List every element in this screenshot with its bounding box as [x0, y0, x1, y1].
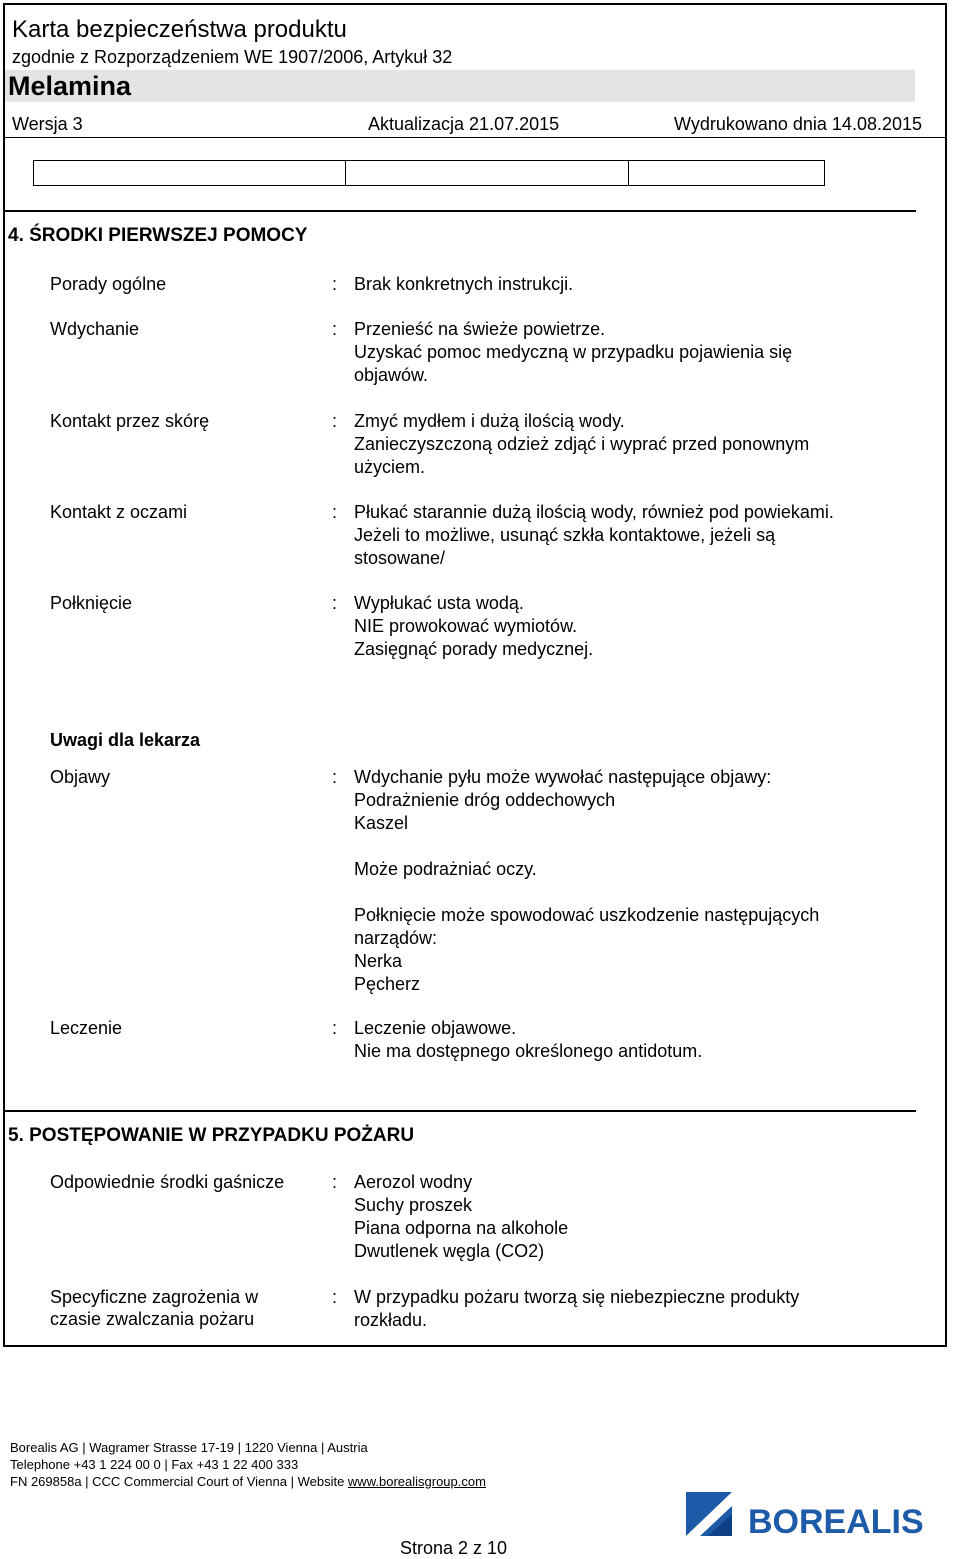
row-value-line: narządów:	[354, 928, 438, 948]
borealis-logo	[686, 1490, 956, 1538]
row-colon: :	[332, 274, 338, 294]
row-value-line: użyciem.	[354, 457, 426, 477]
row-value-line: Aerozol wodny	[354, 1172, 473, 1192]
row-value-line: Nerka	[354, 951, 403, 971]
section-5-rule	[5, 1110, 916, 1112]
row-value-line: Pęcherz	[354, 974, 421, 994]
row-value-line: Suchy proszek	[354, 1195, 473, 1215]
row-value-line: Piana odporna na alkohole	[354, 1218, 569, 1238]
row-value-line: Może podrażniać oczy.	[354, 859, 537, 879]
product-name: Melamina	[8, 71, 132, 101]
logo-wordmark: BOREALIS	[748, 1503, 924, 1538]
row-value	[354, 1017, 702, 1063]
row-label-line: Porady ogólne	[50, 274, 167, 294]
borealis-mark-icon	[686, 1492, 732, 1536]
row-label-line: Połknięcie	[50, 593, 133, 613]
row-colon: :	[332, 411, 338, 431]
section-4-rule	[5, 210, 916, 212]
row-value	[354, 273, 573, 296]
row-value-line: Przenieść na świeże powietrze.	[354, 319, 606, 339]
section-5-title: 5. POSTĘPOWANIE W PRZYPADKU POŻARU	[8, 1125, 415, 1146]
footer-registration-text: FN 269858a | CCC Commercial Court of Vienna | Website	[10, 1474, 348, 1489]
row-label	[50, 592, 132, 614]
row-value-line: Wdychanie pyłu może wywołać następujące objawy:	[354, 767, 772, 787]
row-label	[50, 1017, 122, 1039]
row-label	[50, 318, 139, 340]
row-label	[50, 273, 166, 295]
regulation-subtitle: zgodnie z Rozporządzeniem WE 1907/2006, Artykuł 32	[12, 47, 453, 67]
product-band	[5, 70, 915, 102]
row-colon: :	[332, 767, 338, 787]
row-label-line: Objawy	[50, 767, 111, 787]
row-value-line: Brak konkretnych instrukcji.	[354, 274, 574, 294]
row-value-line: Podrażnienie dróg oddechowych	[354, 790, 616, 810]
header-divider	[5, 137, 947, 138]
update-date: Aktualizacja 21.07.2015	[368, 114, 560, 134]
row-value-line: Połknięcie może spowodować uszkodzenie następujących	[354, 905, 820, 925]
row-value	[354, 1171, 568, 1263]
row-label-line: Specyficzne zagrożenia w	[50, 1287, 259, 1307]
row-label	[50, 410, 209, 432]
row-value-line: Zasięgnąć porady medycznej.	[354, 639, 594, 659]
row-colon: :	[332, 1018, 338, 1038]
row-label-line: Leczenie	[50, 1018, 123, 1038]
footer-registration	[10, 1473, 486, 1490]
row-value-line: stosowane/	[354, 548, 446, 568]
row-label-line: Odpowiednie środki gaśnicze	[50, 1172, 285, 1192]
row-value	[354, 766, 819, 996]
website-link[interactable]: www.borealisgroup.com	[347, 1474, 486, 1489]
row-colon: :	[332, 319, 338, 339]
row-value-line: Płukać starannie dużą ilością wody, również pod powiekami.	[354, 502, 834, 522]
footer-address: Borealis AG | Wagramer Strasse 17-19 | 1220 Vienna | Austria	[10, 1440, 368, 1455]
footer-phone: Telephone +43 1 224 00 0 | Fax +43 1 22 400 333	[10, 1457, 299, 1472]
row-value-line: W przypadku pożaru tworzą się niebezpieczne produkty	[354, 1287, 800, 1307]
row-colon: :	[332, 1172, 338, 1192]
document-title: Karta bezpieczeństwa produktu	[12, 16, 347, 43]
row-value-line: Uzyskać pomoc medyczną w przypadku pojawienia się	[354, 342, 793, 362]
row-value	[354, 1286, 799, 1332]
row-value-line: Leczenie objawowe.	[354, 1018, 517, 1038]
header-boxes	[33, 160, 825, 186]
row-colon: :	[332, 502, 338, 522]
row-value-line: rozkładu.	[354, 1310, 428, 1330]
row-label	[50, 766, 110, 788]
row-colon: :	[332, 1287, 338, 1307]
row-value	[354, 318, 792, 387]
row-label	[50, 1286, 258, 1330]
row-value	[354, 501, 834, 570]
row-colon: :	[332, 593, 338, 613]
row-value-line: Kaszel	[354, 813, 409, 833]
row-value-line: objawów.	[354, 365, 429, 385]
row-value	[354, 592, 593, 661]
row-label-line: Wdychanie	[50, 319, 140, 339]
row-value-line: Zmyć mydłem i dużą ilością wody.	[354, 411, 625, 431]
row-value-line: Jeżeli to możliwe, usunąć szkła kontaktowe, jeżeli są	[354, 525, 776, 545]
notes-for-doctor-heading: Uwagi dla lekarza	[50, 730, 201, 750]
row-label	[50, 1171, 284, 1193]
section-4-title: 4. ŚRODKI PIERWSZEJ POMOCY	[8, 225, 308, 246]
header-box-1	[34, 161, 346, 185]
row-value-line: Nie ma dostępnego określonego antidotum.	[354, 1041, 703, 1061]
row-value-line: Zanieczyszczoną odzież zdjąć i wyprać przed ponownym	[354, 434, 810, 454]
version-label: Wersja 3	[12, 114, 83, 134]
row-label	[50, 501, 187, 523]
row-value-line	[354, 835, 819, 858]
row-value-line	[354, 881, 819, 904]
row-value-line: Dwutlenek węgla (CO2)	[354, 1241, 545, 1261]
row-label-line: czasie zwalczania pożaru	[50, 1309, 255, 1329]
header-box-2	[346, 161, 629, 185]
row-value-line: NIE prowokować wymiotów.	[354, 616, 578, 636]
header-box-3	[629, 161, 824, 185]
row-value-line: Wypłukać usta wodą.	[354, 593, 524, 613]
page-number: Strona 2 z 10	[400, 1538, 508, 1558]
row-label-line: Kontakt przez skórę	[50, 411, 210, 431]
print-date: Wydrukowano dnia 14.08.2015	[674, 114, 923, 134]
row-value	[354, 410, 809, 479]
row-label-line: Kontakt z oczami	[50, 502, 188, 522]
